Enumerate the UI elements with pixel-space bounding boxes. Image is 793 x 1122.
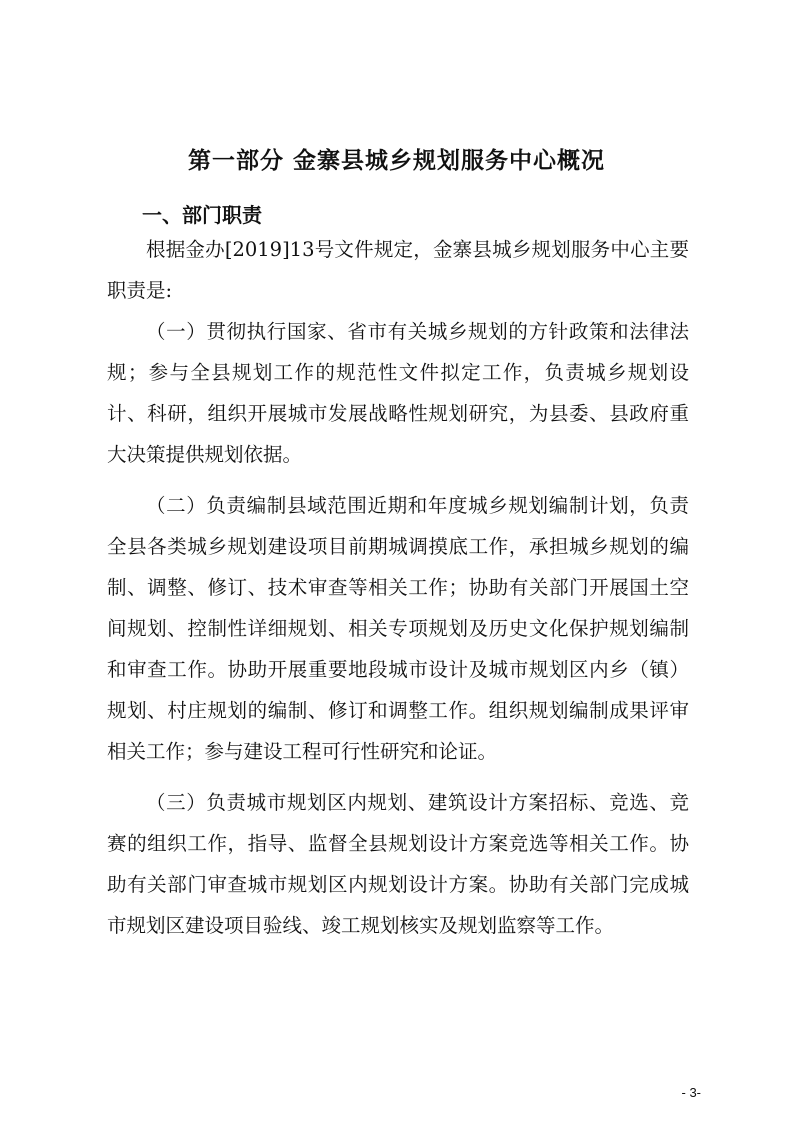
duty-paragraph-3: （三）负责城市规划区内规划、建筑设计方案招标、竞选、竞赛的组织工作，指导、监督全县规划设计方案竞选等相关工作。协助有关部门审查城市规划区内规划设计方案。协助有关部门完成城市规划区建设项目验线、竣工规划核实及规划监察等工作。 [107,791,689,937]
document-body [107,229,689,946]
intro-paragraph: 根据金办[2019]13号文件规定，金寨县城乡规划服务中心主要职责是: [107,238,689,302]
page-title: 第一部分 金寨县城乡规划服务中心概况 [187,148,605,174]
duty-paragraph-2: （二）负责编制县域范围近期和年度城乡规划编制计划，负责全县各类城乡规划建设项目前期城调摸底工作，承担城乡规划的编制、调整、修订、技术审查等相关工作；协助有关部门开展国土空间规划、控制性详细规划、相关专项规划及历史文化保护规划编制和审查工作。协助开展重要地段城市设计及城市规划区内乡（镇）规划、村庄规划的编制、修订和调整工作。组织规划编制成果评审相关工作；参与建设工程可行性研究和论证。 [107,494,689,763]
section-heading: 一、部门职责 [142,203,262,227]
duty-paragraph-1: （一）贯彻执行国家、省市有关城乡规划的方针政策和法律法规；参与全县规划工作的规范性文件拟定工作，负责城乡规划设计、科研，组织开展城市发展战略性规划研究，为县委、县政府重大决策提供规划依据。 [107,320,689,466]
page-number: - 3- [681,1085,701,1100]
